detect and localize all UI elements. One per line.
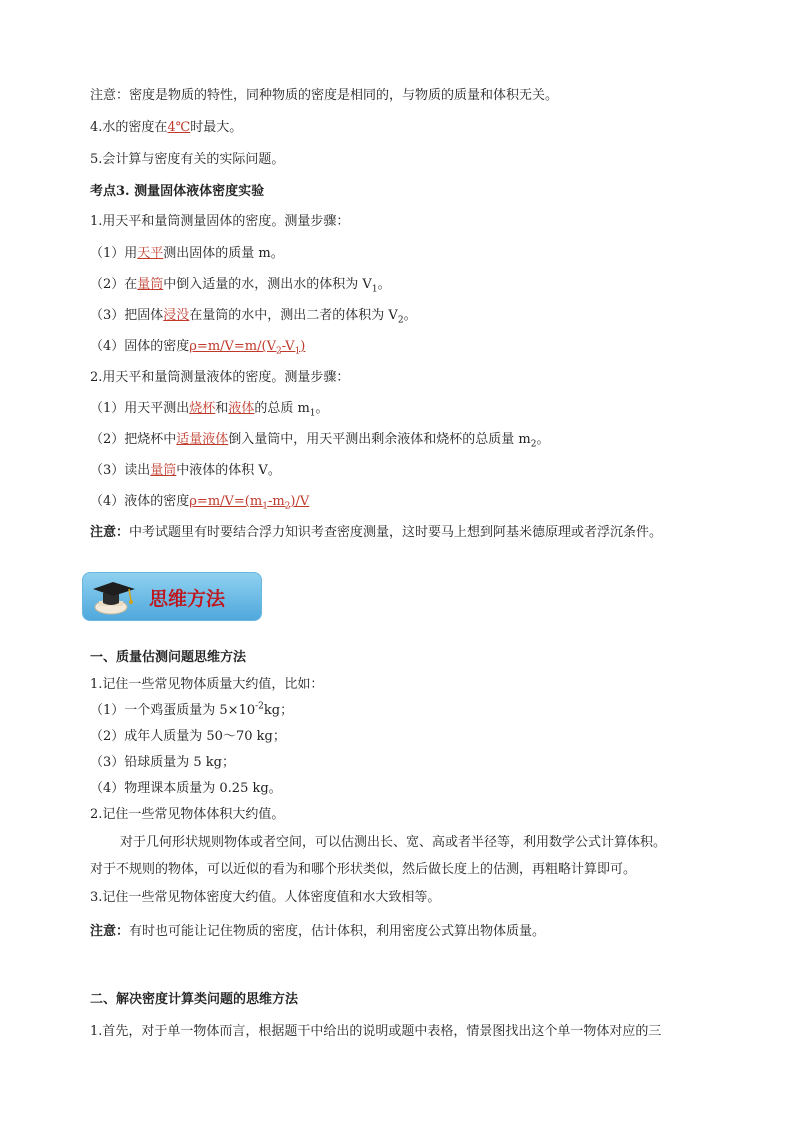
step-prefix: （3）读出 <box>90 463 151 478</box>
note-label: 注意： <box>90 924 130 939</box>
item-5: 5.会计算与密度有关的实际问题。 <box>90 152 285 167</box>
step-prefix: （1）用天平测出 <box>90 401 190 416</box>
subscript: 2 <box>530 439 537 450</box>
mass-intro: 1.记住一些常见物体质量大约值，比如： <box>90 677 324 692</box>
keyword: 烧杯 <box>189 401 216 416</box>
banner-title: 思维方法 <box>149 588 226 610</box>
step-text: 中液体的体积 V。 <box>176 463 281 478</box>
mass-textbook: （4）物理课本质量为 0.25 kg。 <box>90 781 282 796</box>
solid-density-intro: 1.用天平和量筒测量固体的密度。测量步骤： <box>90 214 350 229</box>
solid-step-1 <box>90 242 284 261</box>
section-2-heading: 二、解决密度计算类问题的思维方法 <box>90 992 299 1007</box>
keyword: 液体 <box>228 401 255 416</box>
mass-shot: （3）铅球质量为 5 kg； <box>90 755 236 770</box>
step-text: 测出固体的质量 m。 <box>163 246 284 261</box>
keyword: 量筒 <box>150 463 177 478</box>
step-end: 。 <box>536 432 550 447</box>
formula <box>189 339 306 357</box>
step-end: 。 <box>403 308 417 323</box>
step-text: 中倒入适量的水，测出水的体积为 V <box>163 277 372 292</box>
kaodian-3-heading: 考点3. 测量固体液体密度实验 <box>90 184 265 199</box>
item-text: （1）一个鸡蛋质量为 5×10 <box>90 703 256 718</box>
step-prefix: （4）固体的密度 <box>90 339 190 354</box>
superscript: -2 <box>255 701 264 712</box>
formula-part: )/V <box>290 494 310 509</box>
step-text: 和 <box>215 401 229 416</box>
step-prefix: （4）液体的密度 <box>90 494 190 509</box>
step-text: 倒入量筒中，用天平测出剩余液体和烧杯的总质量 m <box>228 432 531 447</box>
liquid-step-4 <box>90 490 309 512</box>
subscript: 2 <box>397 315 404 326</box>
note-text: 有时也可能让记住物质的密度，估计体积，利用密度公式算出物体质量。 <box>129 924 546 939</box>
item-4-temperature: 4℃ <box>167 120 191 135</box>
step-prefix: （2）在 <box>90 277 138 292</box>
liquid-step-1 <box>90 397 329 419</box>
item-4 <box>90 116 242 135</box>
subscript: 2 <box>275 346 282 357</box>
subscript: 1 <box>262 501 268 512</box>
note-text: 中考试题里有时要结合浮力知识考查密度测量，这时要马上想到阿基米德原理或者浮沉条件。 <box>129 525 663 540</box>
keyword: 量筒 <box>137 277 164 292</box>
item-4-text: 4.水的密度在 <box>90 120 168 135</box>
keyword: 浸没 <box>163 308 190 323</box>
mass-egg <box>90 699 293 718</box>
liquid-step-2 <box>90 428 550 450</box>
keyword: 适量液体 <box>176 432 229 447</box>
volume-intro: 2.记住一些常见物体体积大约值。 <box>90 807 285 822</box>
item-unit: kg； <box>263 703 294 718</box>
volume-paragraph-2: 对于不规则的物体，可以近似的看为和哪个形状类似，然后做长度上的估测，再粗略计算即可。 <box>90 862 637 877</box>
solid-step-2 <box>90 273 391 295</box>
formula <box>189 494 310 512</box>
solid-step-4 <box>90 335 305 357</box>
step-text: 在量筒的水中，测出二者的体积为 V <box>189 308 398 323</box>
formula-part: ρ=m/V=m/(V <box>189 339 276 354</box>
subscript: 2 <box>284 501 291 512</box>
density-estimate: 3.记住一些常见物体密度大约值。人体密度值和水大致相等。 <box>90 890 441 905</box>
calc-step-1: 1.首先，对于单一物体而言，根据题干中给出的说明或题中表格，情景图找出这个单一物体对应的三 <box>90 1024 662 1039</box>
subscript: 1 <box>309 408 316 419</box>
note-label: 注意： <box>90 525 130 540</box>
formula-part: ρ=m/V=(m <box>189 494 263 509</box>
step-prefix: （1）用 <box>90 246 138 261</box>
graduation-cap-icon <box>89 577 141 617</box>
note-mass-estimate <box>90 920 545 939</box>
step-prefix: （3）把固体 <box>90 308 164 323</box>
formula-part: -m <box>267 494 285 509</box>
step-text: 的总质 m <box>254 401 310 416</box>
formula-part: ) <box>300 339 306 354</box>
liquid-step-3 <box>90 459 281 478</box>
keyword: 天平 <box>137 246 164 261</box>
note-density-property: 注意：密度是物质的特性，同种物质的密度是相同的，与物质的质量和体积无关。 <box>90 88 559 103</box>
mass-adult: （2）成年人质量为 50～70 kg； <box>90 729 286 744</box>
note-buoyancy <box>90 521 662 540</box>
item-4-tail: 时最大。 <box>190 120 243 135</box>
volume-paragraph-1: 对于几何形状规则物体或者空间，可以估测出长、宽、高或者半径等，利用数学公式计算体积。 <box>120 835 667 850</box>
subscript: 1 <box>294 346 301 357</box>
solid-step-3 <box>90 304 417 326</box>
step-prefix: （2）把烧杯中 <box>90 432 177 447</box>
thinking-method-banner <box>82 572 262 621</box>
step-end: 。 <box>377 277 391 292</box>
subscript: 1 <box>371 284 378 295</box>
section-1-heading: 一、质量估测问题思维方法 <box>90 650 247 665</box>
step-end: 。 <box>315 401 329 416</box>
formula-part: -V <box>281 339 295 354</box>
liquid-density-intro: 2.用天平和量筒测量液体的密度。测量步骤： <box>90 370 350 385</box>
